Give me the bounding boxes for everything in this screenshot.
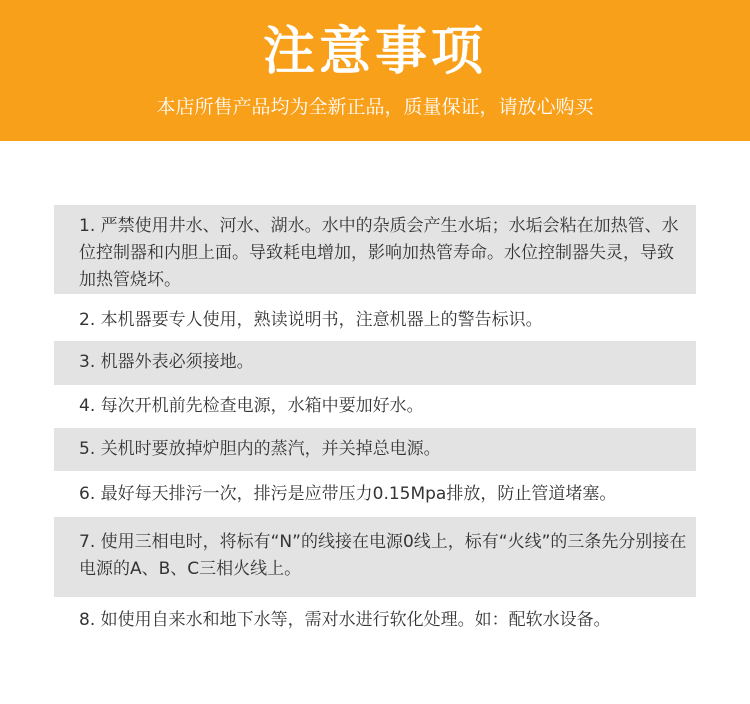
notice-text: 7. 使用三相电时，将标有“N”的线接在电源0线上，标有“火线”的三条先分别接在电源的A、B、C三相火线上。 [79,532,687,579]
notice-text: 8. 如使用自来水和地下水等，需对水进行软化处理。如：配软水设备。 [79,610,611,630]
notice-text: 6. 最好每天排污一次，排污是应带压力0.15Mpa排放，防止管道堵塞。 [79,484,617,504]
notice-item-1 [54,205,696,294]
notice-text: 3. 机器外表必须接地。 [79,352,254,372]
notice-text: 5. 关机时要放掉炉胆内的蒸汽，并关掉总电源。 [79,439,441,459]
notice-item-2 [54,302,696,338]
page-subtitle: 本店所售产品均为全新正品，质量保证，请放心购买 [156,96,594,118]
notice-text: 1. 严禁使用井水、河水、湖水。水中的杂质会产生水垢；水垢会粘在加热管、水位控制器和内胆上面。导致耗电增加，影响加热管寿命。水位控制器失灵，导致加热管烧坏。 [79,216,679,290]
notice-item-4 [54,390,696,426]
notice-item-7 [54,517,696,597]
notice-text: 2. 本机器要专人使用，熟读说明书，注意机器上的警告标识。 [79,310,543,330]
page-title: 注意事项 [262,22,487,82]
notice-item-6 [54,478,696,514]
notice-text: 4. 每次开机前先检查电源，水箱中要加好水。 [79,396,424,416]
notice-item-5 [54,428,696,471]
notice-item-3 [54,341,696,385]
notice-item-8 [54,604,696,640]
